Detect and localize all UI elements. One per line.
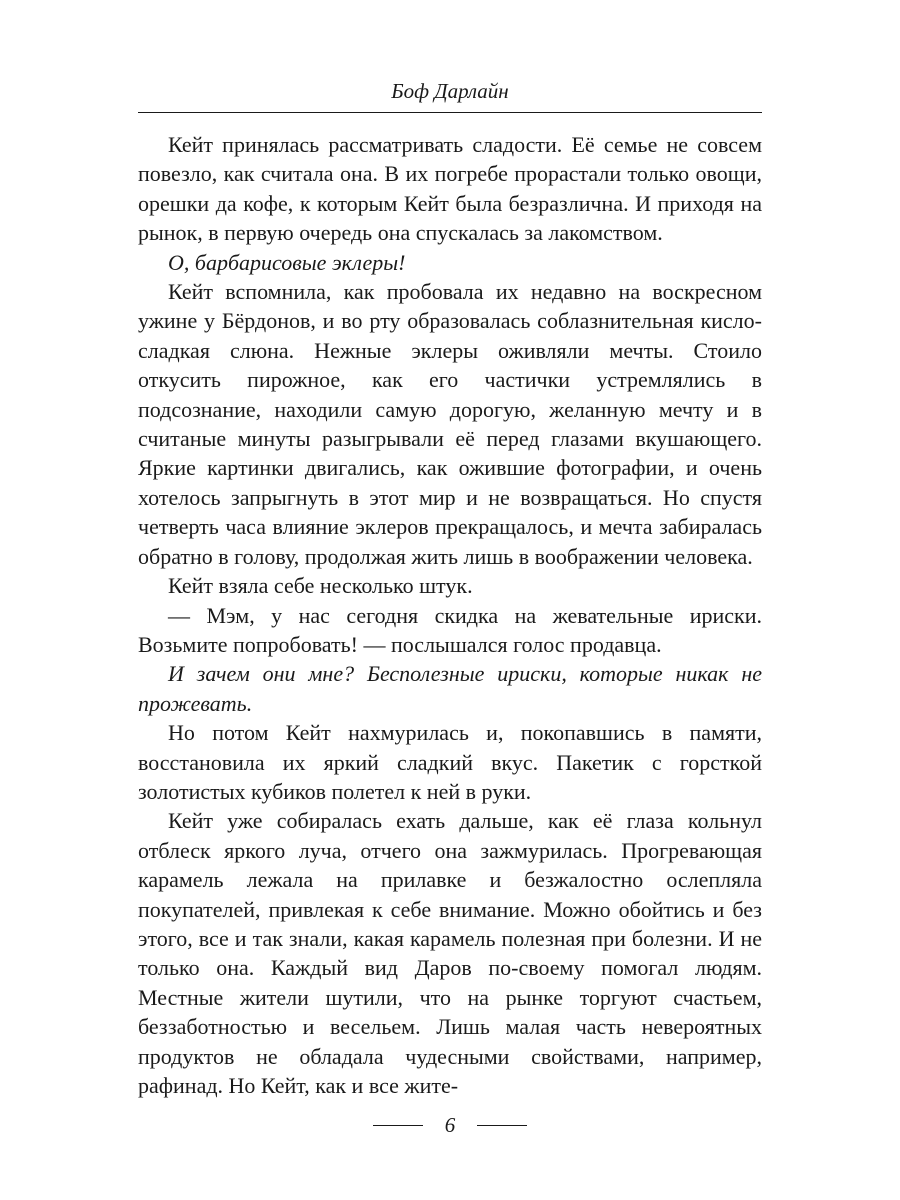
folio-rule-right xyxy=(477,1125,527,1126)
paragraph-italic: И зачем они мне? Бесполезные ириски, которые никак не прожевать. xyxy=(138,661,762,716)
body-text xyxy=(138,130,762,1100)
folio-rule-left xyxy=(373,1125,423,1126)
paragraph: Кейт вспомнила, как пробовала их недавно на воскресном ужине у Бёрдонов, и во рту образовалась соблазнительная кисло-сладкая слюна. Нежные эклеры оживляли мечты. Стоило откусить пирожное, как его частички устремлялись в подсознание, находили самую дорогую, желанную мечту и в считаные минуты разыгрывали её перед глазами вкушающего. Яркие картинки двигались, как ожившие фотографии, и очень хотелось запрыгнуть в этот мир и не возвращаться. Но спустя четверть часа влияние эклеров прекращалось, и мечта забиралась обратно в голову, продолжая жить лишь в воображении человека. xyxy=(138,279,762,569)
paragraph: Кейт взяла себе несколько штук. xyxy=(168,573,473,599)
header-rule xyxy=(138,112,762,113)
page-number: 6 xyxy=(444,1113,456,1137)
paragraph-dialogue: — Мэм, у нас сегодня скидка на жевательные ириски. Возьмите попробовать! — послышался голос продавца. xyxy=(138,602,762,657)
paragraph: Кейт уже собиралась ехать дальше, как её глаза кольнул отблеск яркого луча, отчего она зажмурилась. Прогревающая карамель лежала на прилавке и безжалостно ослепляла покупателей, привлекая к себе внимание. Можно обойтись и без этого, все и так знали, какая карамель полезная при болезни. И не только она. Каждый вид Даров по-своему помогал людям. Местные жители шутили, что на рынке торгуют счастьем, беззаботностью и весельем. Лишь малая часть невероятных продуктов не обладала чудесными свойствами, например, рафинад. Но Кейт, как и все жите- xyxy=(138,808,762,1098)
paragraph-italic: О, барбарисовые эклеры! xyxy=(168,249,406,275)
running-head: Боф Дарлайн xyxy=(391,79,509,103)
paragraph: Кейт принялась рассматривать сладости. Её семье не совсем повезло, как считала она. В их погребе прорастали только овощи, орешки да кофе, к которым Кейт была безразлична. И приходя на рынок, в первую очередь она спускалась за лакомством. xyxy=(138,132,762,246)
page-footer xyxy=(0,1112,900,1138)
paragraph: Но потом Кейт нахмурилась и, покопавшись в памяти, восстановила их яркий сладкий вкус. Пакетик с горсткой золотистых кубиков полетел к ней в руки. xyxy=(138,720,762,804)
